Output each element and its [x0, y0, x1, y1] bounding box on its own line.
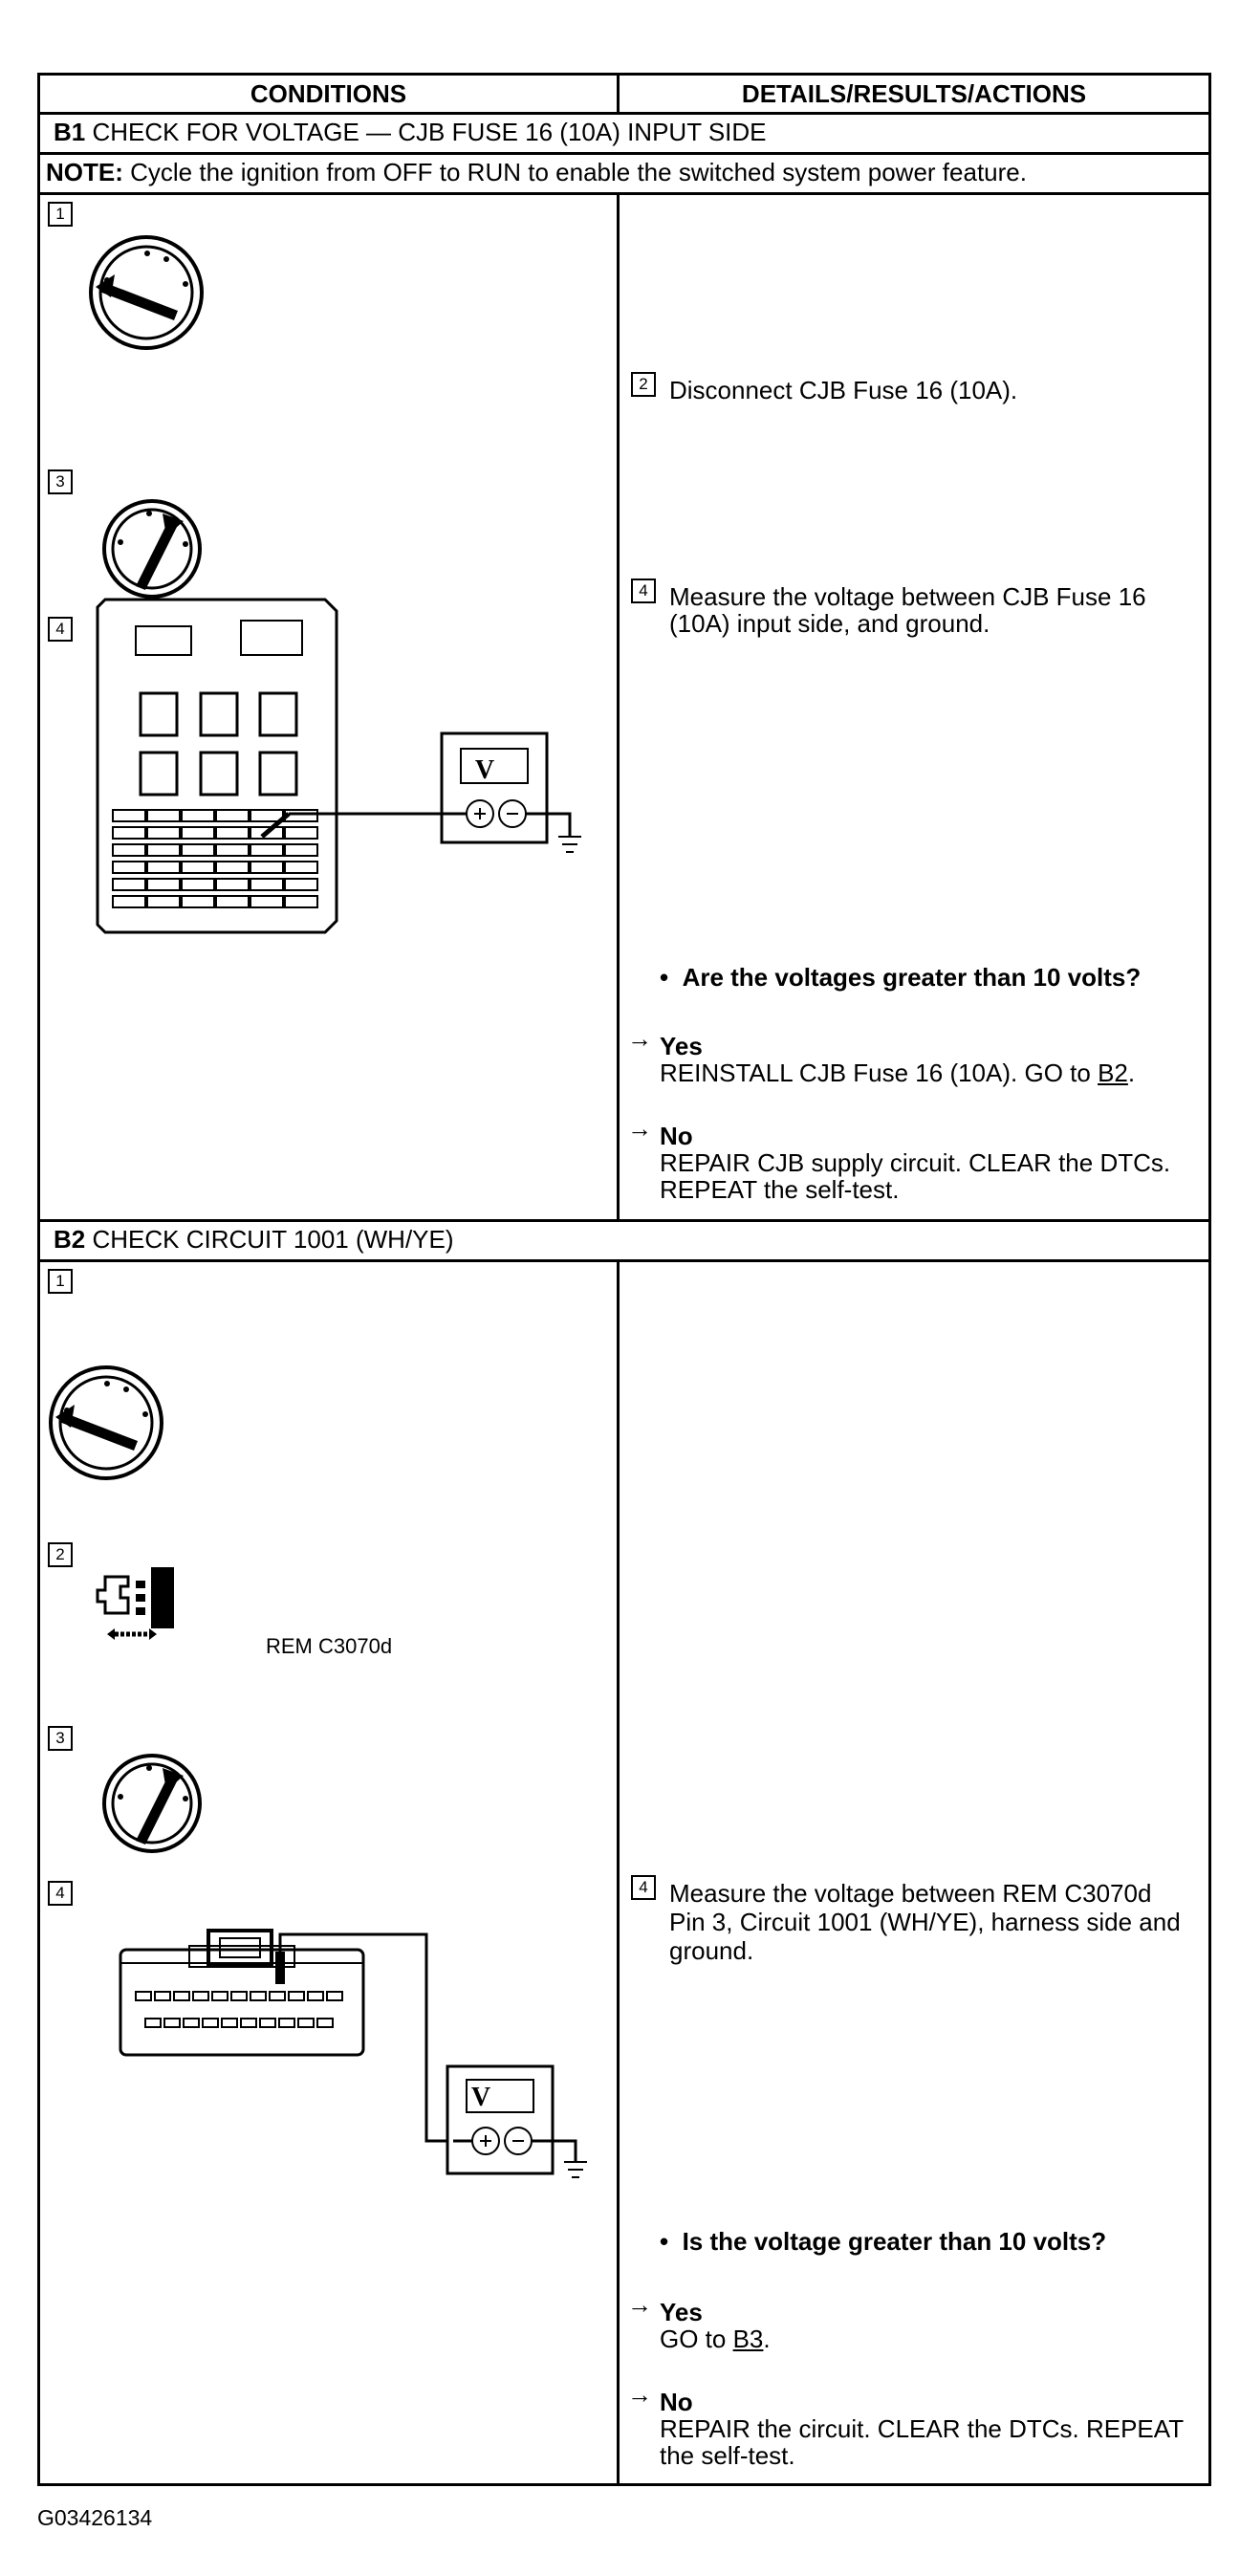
rule: [40, 1259, 1208, 1262]
step-number: 4: [48, 1881, 73, 1906]
arrow-icon: →: [627, 2380, 652, 2409]
step-code: B1: [54, 118, 86, 146]
bullet: •: [660, 963, 669, 992]
yes-action: GO to B3.: [660, 2325, 771, 2353]
rule: [40, 1219, 1208, 1222]
no-action-line: REPEAT the self-test.: [660, 1175, 900, 1204]
ignition-run-icon: [99, 1751, 205, 1856]
question: [660, 963, 1141, 992]
note-label: NOTE:: [46, 158, 123, 186]
instruction-line: ground.: [669, 1936, 754, 1965]
rule: [40, 152, 1208, 155]
no-label: No: [660, 1122, 693, 1150]
no-action-line: REPAIR CJB supply circuit. CLEAR the DTCs.: [660, 1148, 1171, 1177]
yes-label: Yes: [660, 1032, 703, 1060]
step-b1-heading: [54, 118, 767, 146]
yes-label: Yes: [660, 2298, 703, 2326]
step-number: 4: [631, 1875, 656, 1900]
step-title: CHECK FOR VOLTAGE — CJB FUSE 16 (10A) INPUT SIDE: [92, 118, 767, 146]
diagnostic-table: [37, 73, 1211, 2486]
rem-connector-diagram: [117, 1896, 614, 2202]
yes-text: REINSTALL CJB Fuse 16 (10A). GO to: [660, 1059, 1091, 1087]
yes-action: REINSTALL CJB Fuse 16 (10A). GO to B2.: [660, 1059, 1136, 1087]
figure-id: G03426134: [37, 2505, 153, 2530]
step-number: 3: [48, 1726, 73, 1751]
link-b2[interactable]: B2: [1098, 1059, 1128, 1087]
no-action-line: the self-test.: [660, 2441, 795, 2470]
disconnect-connector-icon: [94, 1558, 208, 1644]
step-instruction: [669, 1879, 1181, 1965]
step-title: CHECK CIRCUIT 1001 (WH/YE): [92, 1225, 454, 1254]
step-number: 2: [631, 372, 656, 397]
arrow-icon: →: [627, 1024, 652, 1053]
voltmeter-symbol: V: [474, 755, 495, 785]
link-b3[interactable]: B3: [732, 2325, 764, 2353]
instruction-line: Measure the voltage between REM C3070d: [669, 1879, 1152, 1908]
question-text: Is the voltage greater than 10 volts?: [682, 2227, 1107, 2256]
step-code: B2: [54, 1225, 86, 1254]
step-instruction: Disconnect CJB Fuse 16 (10A).: [669, 376, 1018, 404]
no-label: No: [660, 2388, 693, 2416]
step-number: 4: [48, 617, 73, 642]
instruction-line: Pin 3, Circuit 1001 (WH/YE), harness side and: [669, 1908, 1181, 1936]
yes-text: GO to: [660, 2325, 727, 2353]
step-number: 1: [48, 202, 73, 227]
step-number: 2: [48, 1542, 73, 1567]
bullet: •: [660, 2227, 669, 2256]
voltmeter-symbol: V: [470, 2083, 491, 2112]
arrow-icon: →: [627, 2290, 652, 2319]
cjb-fuse-box-diagram: [98, 600, 633, 944]
step-b2-heading: [54, 1225, 454, 1254]
question-text: Are the voltages greater than 10 volts?: [682, 963, 1142, 992]
step-instruction: [669, 582, 1146, 638]
no-action-line: REPAIR the circuit. CLEAR the DTCs. REPEAT: [660, 2414, 1185, 2443]
step-number: 3: [48, 469, 73, 494]
note-text: Cycle the ignition from OFF to RUN to enable the switched system power feature.: [130, 158, 1027, 186]
arrow-icon: →: [627, 1114, 652, 1143]
ignition-off-icon: [46, 1363, 166, 1483]
instruction-line: Measure the voltage between CJB Fuse 16: [669, 582, 1146, 611]
rule: [40, 112, 1208, 115]
ignition-off-icon: [86, 232, 207, 353]
question: [660, 2227, 1106, 2256]
ignition-run-icon: [99, 496, 205, 601]
column-divider: [617, 1259, 620, 2486]
step-number: 4: [631, 579, 656, 603]
connector-label: REM C3070d: [266, 1634, 393, 1658]
rule: [40, 192, 1208, 195]
details-header: DETAILS/RESULTS/ACTIONS: [741, 79, 1087, 108]
step-number: 1: [48, 1269, 73, 1294]
conditions-header: CONDITIONS: [250, 79, 407, 108]
instruction-line: (10A) input side, and ground.: [669, 609, 990, 638]
note: [46, 158, 1027, 186]
